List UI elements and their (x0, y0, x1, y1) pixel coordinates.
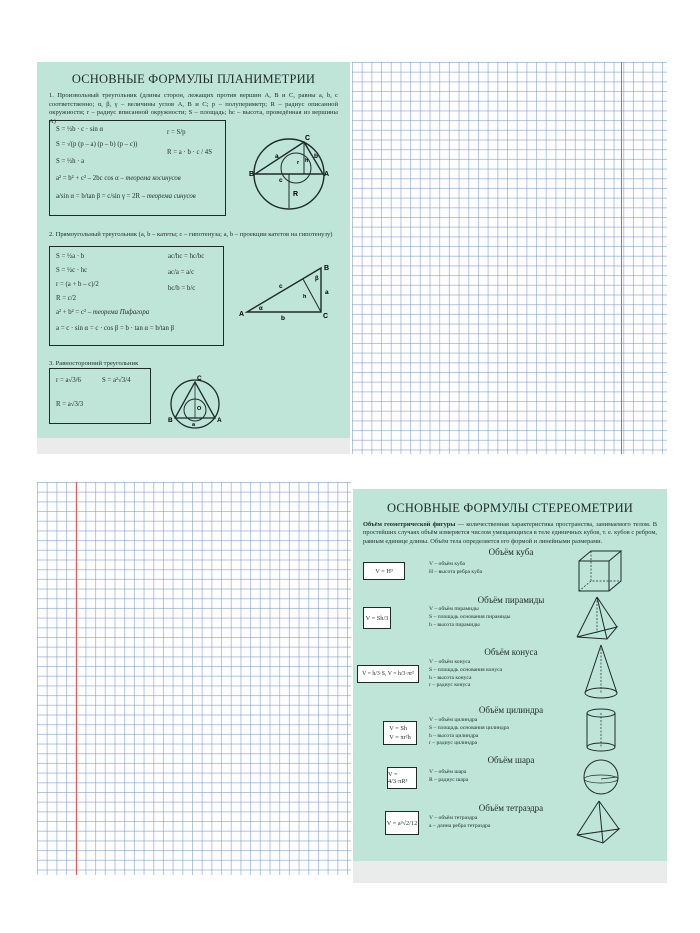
formula-right-circumradius: R = c/2 (56, 295, 77, 302)
cylinder-legend-r: r – радиус цилиндра (429, 740, 478, 747)
cone-legend (429, 659, 502, 690)
tetrahedron-heading: Объём тетраэдра (478, 803, 544, 813)
inscribed-triangle-diagram (249, 134, 329, 214)
rt-label-h: h (303, 294, 307, 300)
grid-page-bottom-left (37, 482, 351, 875)
formula-sine-theorem (56, 193, 196, 201)
stereometry-page (353, 489, 667, 861)
pyramid-legend-s: S – площадь основания пирамиды (429, 613, 511, 620)
stereometry-title: ОСНОВНЫЕ ФОРМУЛЫ СТЕРЕОМЕТРИИ (386, 501, 634, 515)
rt-label-a: a (325, 289, 329, 296)
formula-proj-b: ac/a = a/c (168, 269, 195, 276)
rt-label-B: B (324, 265, 330, 272)
planimetry-page (37, 62, 350, 438)
label-B: B (249, 171, 255, 178)
planimetry-title: ОСНОВНЫЕ ФОРМУЛЫ ПЛАНИМЕТРИИ (71, 72, 316, 86)
arbitrary-triangle-formula-box (49, 120, 226, 216)
page-shadow (37, 438, 350, 454)
formula-eq-area: S = a²√3/4 (102, 377, 131, 384)
stereometry-intro (363, 521, 657, 546)
formula-heron: S = √(p (p – a) (p – b) (p – c)) (56, 141, 138, 148)
section1-intro: 1. Произвольный треугольник (длины сторон, лежащих против вершин А, В и С, равны a, b, c соответственно; α, β, γ – величины углов А, В и С; p – полупериметр; R – радиус описанной окружности; r – радиус вписанной окружности; S – площадь; hc – высота, проведённая из вершины А) (49, 92, 338, 125)
eq-label-B: B (168, 417, 173, 424)
rt-label-C: C (323, 313, 329, 320)
equilateral-triangle-diagram (165, 372, 225, 432)
formula-right-area-h: S = ½c · hc (56, 267, 88, 274)
cube-legend-h: H – высота ребра куба (429, 568, 483, 575)
sphere-legend-r: R – радиус шара (429, 776, 469, 783)
rt-label-b: b (281, 315, 285, 322)
label-b: b (314, 153, 318, 160)
formula-eq-inradius: r = a√3/6 (56, 377, 81, 384)
pythagoras-note: – теорема Пифагора (87, 309, 150, 316)
rt-label-alpha: α (259, 306, 263, 312)
cosine-theorem-note: – теорема косинусов (120, 175, 181, 182)
cone-legend-s: S – площадь основания конуса (429, 666, 503, 673)
tetrahedron-formula: V = a³√2/12 (385, 811, 419, 835)
label-h: h (305, 158, 309, 164)
equilateral-formula-box (49, 368, 151, 424)
cube-formula: V = H³ (363, 562, 405, 580)
label-R: R (293, 191, 299, 198)
pyramid-formula: V = Sh/3 (363, 607, 391, 629)
eq-label-a: a (192, 422, 196, 428)
tetrahedron-legend-v: V – объём тетраэдра (429, 815, 478, 821)
rt-label-beta: β (315, 276, 319, 282)
cone-legend-r: r – радиус конуса (429, 682, 471, 689)
sphere-legend (429, 769, 468, 785)
pyramid-legend-h: h – высота пирамиды (429, 621, 480, 628)
formula-right-area: S = ½a · b (56, 253, 85, 260)
sphere-icon (581, 757, 621, 797)
label-r: r (297, 160, 300, 166)
margin-line (76, 482, 77, 875)
formula-inradius: r = S/p (167, 129, 186, 136)
pyramid-heading: Объём пирамиды (477, 595, 545, 605)
sine-theorem-note: – теорема синусов (141, 193, 196, 200)
cylinder-legend-s: S – площадь основания цилиндра (429, 724, 509, 731)
pyramid-legend-v: V – объём пирамиды (429, 606, 479, 612)
formula-area-height: S = ½h · a (56, 158, 85, 165)
sphere-formula: V = 4/3·πR³ (387, 767, 417, 789)
pyramid-legend (429, 606, 511, 629)
margin-line (621, 62, 622, 454)
pyramid-icon (573, 595, 625, 643)
label-A: A (324, 171, 330, 178)
grid-page-top-right (352, 62, 667, 454)
cone-icon (581, 643, 621, 701)
sphere-legend-v: V – объём шара (429, 769, 467, 775)
eq-label-A: A (217, 417, 222, 424)
eq-label-C: C (197, 375, 202, 382)
cylinder-legend (429, 717, 509, 748)
formula-pythagoras (56, 309, 149, 317)
formula-eq-circumradius: R = a√3/3 (56, 401, 84, 408)
sine-theorem-formula: a/sin α = b/tan β = c/sin γ = 2R (56, 193, 141, 200)
cone-legend-v: V – объём конуса (429, 659, 471, 665)
cylinder-heading: Объём цилиндра (478, 705, 544, 715)
cube-legend (429, 561, 482, 577)
formula-right-trig: a = c · sin α = c · cos β = b · tan α = b/tan β (56, 325, 175, 332)
section2-intro: 2. Прямоугольный треугольник (a, b – катеты; c – гипотенуза; a, b – проекции катетов на гипотенузу) (49, 231, 333, 238)
formula-circumradius: R = a · b · c / 4S (167, 149, 212, 156)
cube-icon (575, 547, 625, 595)
cube-legend-v: V – объём куба (429, 561, 466, 567)
right-triangle-formula-box (49, 246, 224, 346)
rt-label-A: A (239, 311, 245, 318)
cone-formula: V = h/3·S, V = h/3·πr² (357, 665, 419, 683)
tetrahedron-legend-a: a – длина ребра тетраэдра (429, 822, 491, 829)
section3-intro: 3. Равносторонний треугольник (49, 360, 139, 367)
pythagoras-formula: a² + b² = c² (56, 309, 87, 316)
tetrahedron-legend (429, 815, 490, 831)
cone-legend-h: h – высота конуса (429, 674, 472, 681)
tetrahedron-icon (573, 799, 623, 847)
cosine-theorem-formula: a² = b² + c² – 2bc cos α (56, 175, 119, 182)
cylinder-legend-h: h – высота цилиндра (429, 732, 479, 739)
formula-proj-a: ac/hc = hc/bc (168, 253, 205, 260)
cylinder-formula: V = Sh V = πr²h (383, 721, 417, 745)
page-shadow (353, 861, 667, 883)
eq-label-O: O (197, 406, 202, 412)
cube-heading: Объём куба (488, 547, 534, 557)
cylinder-icon (583, 707, 619, 755)
intro-term: Объём геометрической фигуры (363, 521, 456, 528)
formula-proj-c: bc/b = b/c (168, 285, 196, 292)
sphere-heading: Объём шара (487, 755, 535, 765)
cone-heading: Объём конуса (484, 647, 538, 657)
intro-definition: — количественная характеристика пространства, занимаемого телом. В простейших случаях объём измеряется числом умещающихся в теле единичных кубов, т. е. кубов с ребром, равным единице длины. Объём тела определяется его формой и линейными размерами. (363, 521, 657, 545)
label-c: c (279, 177, 283, 184)
formula-cosine-theorem (56, 175, 181, 183)
label-a: a (275, 153, 279, 160)
cylinder-legend-v: V – объём цилиндра (429, 717, 478, 723)
formula-area-sine: S = ½b · c · sin α (56, 126, 104, 133)
label-C: C (305, 135, 311, 142)
rt-label-c: c (279, 283, 283, 290)
formula-right-inradius: r = (a + b – c)/2 (56, 281, 99, 288)
right-triangle-diagram (237, 260, 337, 320)
